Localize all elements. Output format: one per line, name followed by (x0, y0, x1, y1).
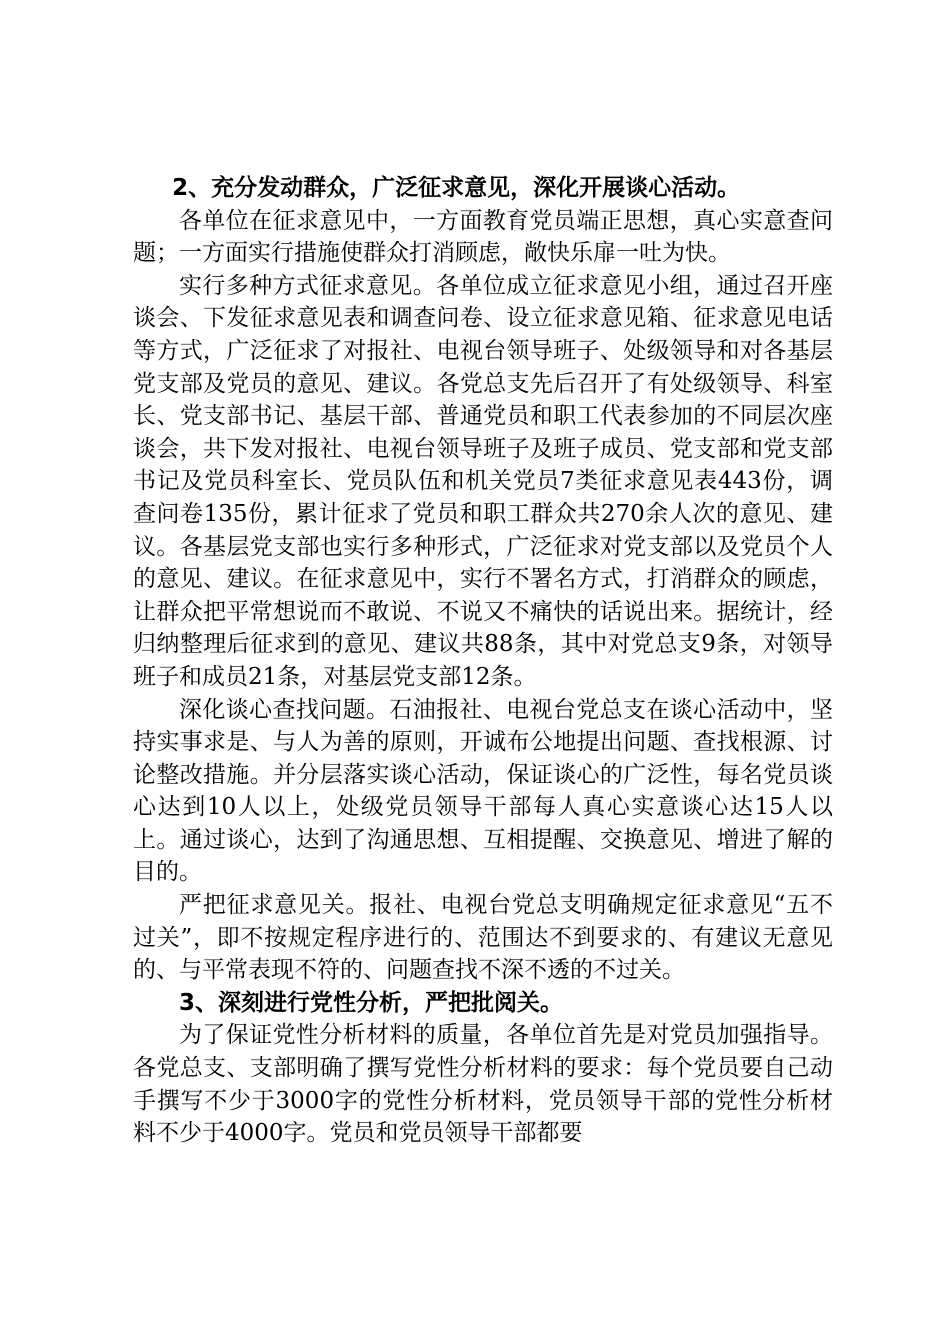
paragraph-solicit-opinions: 实行多种方式征求意见。各单位成立征求意见小组，通过召开座谈会、下发征求意见表和调查问卷、设立征求意见箱、征求意见电话等方式，广泛征求了对报社、电视台领导班子、处级领导和对各基层党支部及党员的意见、建议。各党总支先后召开了有处级领导、科室长、党支部书记、基层干部、普通党员和职工代表参加的不同层次座谈会，共下发对报社、电视台领导班子及班子成员、党支部和党支部书记及党员科室长、党员队伍和机关党员7类征求意见表443份，调查问卷135份，累计征求了党员和职工群众共270余人次的意见、建议。各基层党支部也实行多种形式，广泛征求对党支部以及党员个人的意见、建议。在征求意见中，实行不署名方式，打消群众的顾虑，让群众把平常想说而不敢说、不说又不痛快的话说出来。据统计，经归纳整理后征求到的意见、建议共88条，其中对党总支9条，对领导班子和成员21条，对基层党支部12条。 (133, 272, 833, 690)
section-heading-3: 3、深刻进行党性分析，严把批阅关。 (179, 989, 564, 1016)
paragraph-intro: 各单位在征求意见中，一方面教育党员端正思想，真心实意查问题；一方面实行措施使群众打消顾虑，敞快乐扉一吐为快。 (133, 207, 833, 267)
paragraph-party-analysis: 为了保证党性分析材料的质量，各单位首先是对党员加强指导。各党总支、支部明确了撰写党性分析材料的要求：每个党员要自己动手撰写不少于3000字的党性分析材料，党员领导干部的党性分析材料不少于4000字。党员和党员领导干部都要 (133, 1022, 833, 1147)
paragraph-strict-check: 严把征求意见关。报社、电视台党总支明确规定征求意见“五不过关”，即不按规定程序进行的、范围达不到要求的、有建议无意见的、与平常表现不符的、问题查找不深不透的不过关。 (133, 892, 833, 984)
document-body (133, 172, 833, 1150)
paragraph-heart-to-heart: 深化谈心查找问题。石油报社、电视台党总支在谈心活动中，坚持实事求是、与人为善的原则，开诚布公地提出问题、查找根源、讨论整改措施。并分层落实谈心活动，保证谈心的广泛性，每名党员谈心达到10人以上，处级党员领导干部每人真心实意谈心达15人以上。通过谈心，达到了沟通思想、互相提醒、交换意见、增进了解的目的。 (133, 696, 833, 886)
section-heading-2: 2、充分发动群众，广泛征求意见，深化开展谈心活动。 (172, 175, 741, 201)
